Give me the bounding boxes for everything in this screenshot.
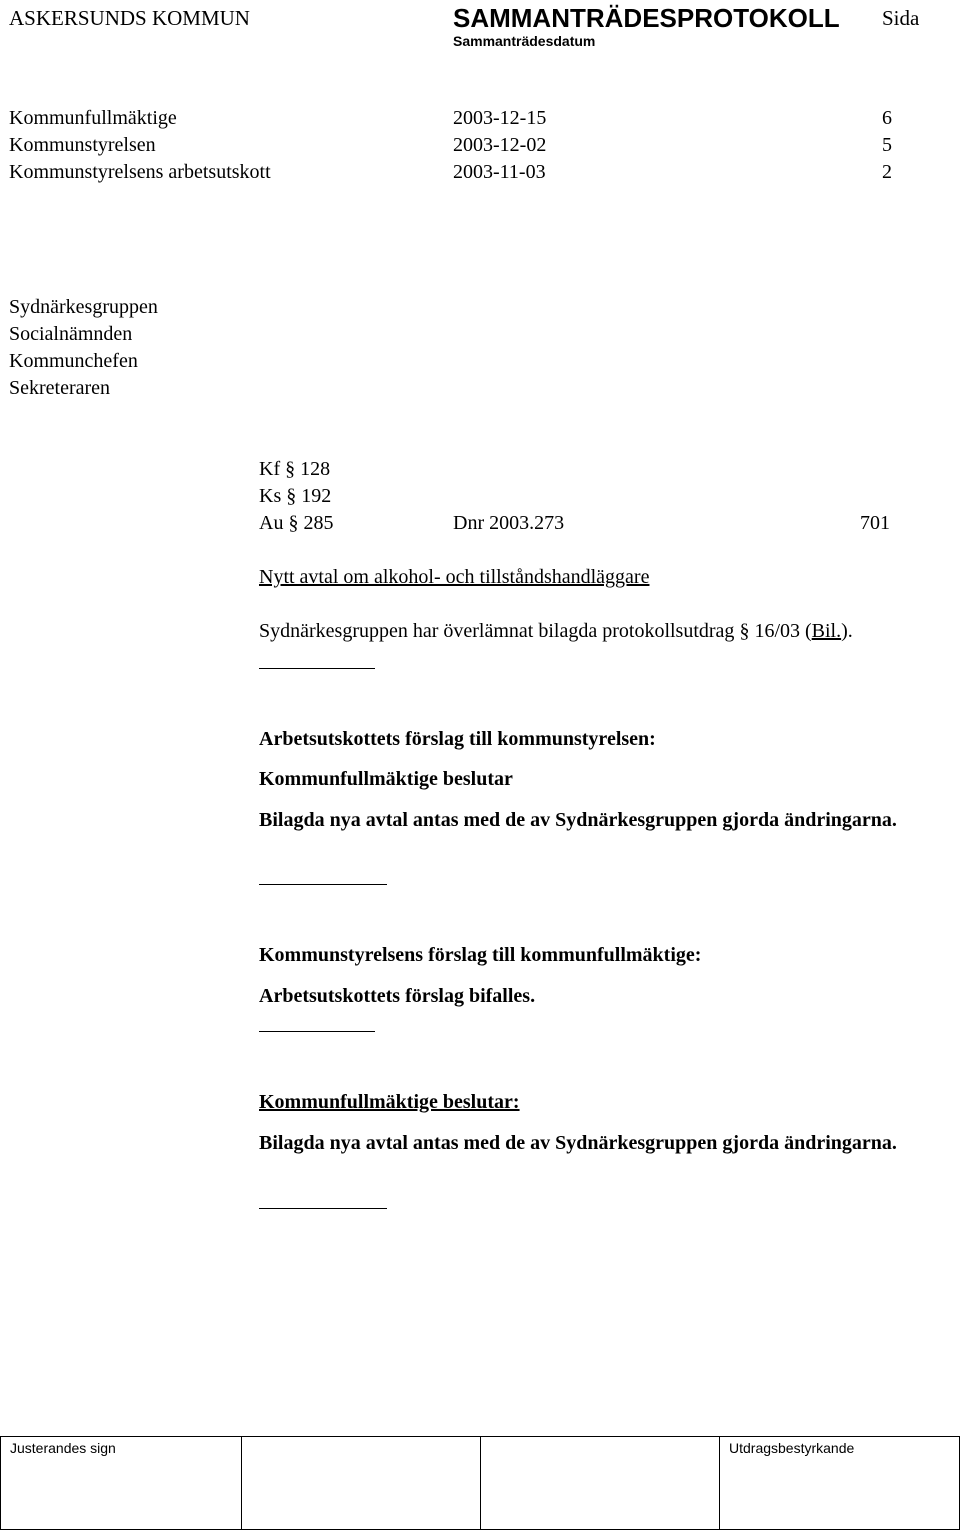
signature-table — [0, 1436, 960, 1530]
meeting-body: Kommunstyrelsen — [9, 134, 156, 156]
meeting-page: 5 — [882, 134, 892, 156]
meeting-date: 2003-12-15 — [453, 107, 547, 129]
diary-number: Dnr 2003.273 — [453, 512, 565, 534]
utdragsbestyrkande-label: Utdragsbestyrkande — [729, 1440, 855, 1456]
divider — [259, 1031, 375, 1032]
page-label: Sida — [882, 6, 920, 30]
section-sign: § — [288, 512, 299, 534]
kf-decision-heading: Kommunfullmäktige beslutar: — [259, 1091, 520, 1113]
section-sign: § — [286, 485, 297, 507]
matter-intro — [259, 618, 853, 645]
ks-proposal-text: Arbetsutskottets förslag bifalles. — [259, 985, 536, 1007]
divider — [259, 1208, 387, 1209]
kf-decision-text: Bilagda nya avtal antas med de av Sydnärkesgruppen gjorda ändringarna. — [259, 1132, 897, 1154]
matter-title: Nytt avtal om alkohol- och tillståndshandläggare — [259, 566, 650, 588]
signature-cell — [242, 1437, 481, 1530]
meeting-body: Kommunstyrelsens arbetsutskott — [9, 161, 271, 183]
meeting-date: 2003-12-02 — [453, 134, 547, 156]
section-sign: § — [739, 620, 750, 642]
intro-text: Sydnärkesgruppen har överlämnat bilagda protokollsutdrag — [259, 620, 735, 642]
meeting-date-label: Sammanträdesdatum — [453, 33, 596, 49]
kf-label: Kf — [259, 458, 281, 480]
kf-reference — [259, 456, 330, 483]
attachment-link[interactable]: Bil. — [811, 620, 842, 642]
ks-reference — [259, 483, 331, 510]
certification-cell — [720, 1437, 960, 1530]
document-type: SAMMANTRÄDESPROTOKOLL — [453, 3, 840, 33]
section-sign: § — [285, 458, 296, 480]
ks-number: 192 — [301, 485, 332, 507]
au-reference — [259, 510, 333, 537]
au-label: Au — [259, 512, 284, 534]
au-proposal-subheading: Kommunfullmäktige beslutar — [259, 768, 513, 790]
recipient: Sydnärkesgruppen — [9, 296, 158, 318]
recipient: Kommunchefen — [9, 350, 138, 372]
archive-code: 701 — [860, 512, 890, 534]
ks-label: Ks — [259, 485, 282, 507]
meeting-page: 2 — [882, 161, 892, 183]
divider — [259, 884, 387, 885]
justerandes-sign-label: Justerandes sign — [10, 1440, 116, 1456]
au-proposal-text: Bilagda nya avtal antas med de av Sydnärkesgruppen gjorda ändringarna. — [259, 809, 897, 831]
divider — [259, 668, 375, 669]
intro-end: ). — [841, 620, 853, 642]
meeting-body: Kommunfullmäktige — [9, 107, 177, 129]
municipality-name: ASKERSUNDS KOMMUN — [9, 6, 250, 30]
signature-cell — [481, 1437, 720, 1530]
au-number: 285 — [303, 512, 334, 534]
kf-number: 128 — [300, 458, 331, 480]
meeting-date: 2003-11-03 — [453, 161, 546, 183]
signature-cell — [1, 1437, 242, 1530]
recipient: Socialnämnden — [9, 323, 133, 345]
au-proposal-heading: Arbetsutskottets förslag till kommunstyrelsen: — [259, 728, 656, 750]
intro-reference: 16/03 ( — [754, 620, 812, 642]
ks-proposal-heading: Kommunstyrelsens förslag till kommunfullmäktige: — [259, 944, 702, 966]
recipient: Sekreteraren — [9, 377, 111, 399]
meeting-page: 6 — [882, 107, 892, 129]
